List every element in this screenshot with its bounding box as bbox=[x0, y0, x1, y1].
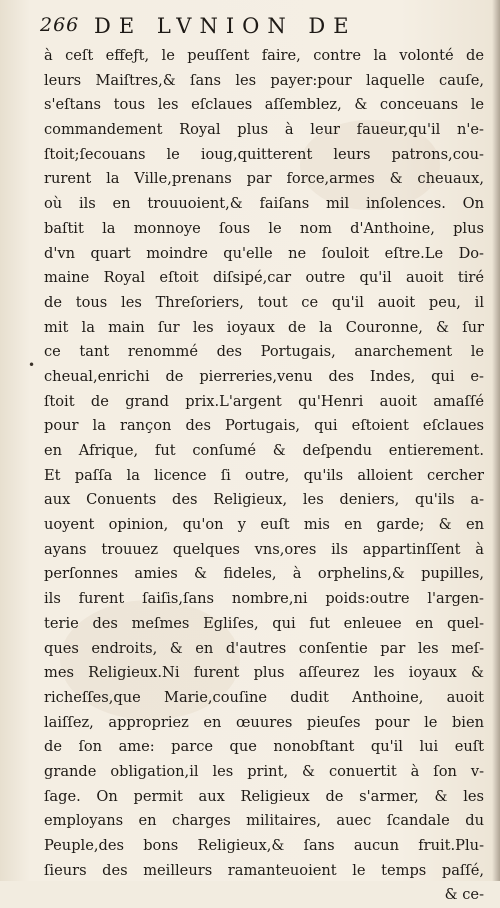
text-line: où ils en trouuoient,& faiſans mil inſolences. On bbox=[44, 195, 484, 213]
text-line: pour la rançon des Portugais, qui eſtoient eſclaues bbox=[44, 417, 484, 435]
text-line: grande obligation,il les print, & conuertit à ſon v- bbox=[44, 762, 484, 780]
text-line: de ſon ame: parce que nonobſtant qu'il lui euſt bbox=[44, 738, 484, 756]
text-line: ſage. On permit aux Religieux de s'armer, & les bbox=[44, 787, 484, 805]
text-line: mit la main ſur les ioyaux de la Couronne, & ſur bbox=[44, 318, 484, 336]
running-head: DE LVNION DE bbox=[94, 14, 357, 38]
margin-mark: • bbox=[28, 358, 36, 372]
text-line: employans en charges militaires, auec ſcandale du bbox=[44, 812, 484, 830]
text-line: mes Religieux.Ni furent plus aſſeurez les ioyaux & bbox=[44, 664, 484, 682]
text-line: ayans trouuez quelques vns,ores ils appartinſſent à bbox=[44, 540, 484, 558]
text-line: ce tant renommé des Portugais, anarchement le bbox=[44, 343, 484, 361]
text-line: Et paſſa la licence ſi outre, qu'ils alloient cercher bbox=[44, 466, 484, 484]
text-line: ils furent ſaiſis,ſans nombre,ni poids:outre l'argen- bbox=[44, 590, 484, 608]
page-edge-shadow bbox=[492, 0, 500, 881]
text-line: à ceſt effeƒt, le peuſſent faire, contre la volonté de bbox=[44, 47, 484, 64]
text-line: cheual,enrichi de pierreries,venu des Indes, qui e- bbox=[44, 367, 484, 385]
text-line: commandement Royal plus à leur faueur,qu'il n'e- bbox=[44, 121, 484, 139]
text-line: ſtoit de grand prix.L'argent qu'Henri auoit amaſſé bbox=[44, 392, 484, 410]
text-line: en Afrique, fut conſumé & deſpendu entierement. bbox=[44, 442, 484, 459]
text-line: aux Conuents des Religieux, les deniers, qu'ils a- bbox=[44, 491, 484, 509]
text-line: uoyent opinion, qu'on y euſt mis en garde; & en bbox=[44, 516, 484, 534]
text-line: terie des meſmes Egliſes, qui fut enleuee en quel- bbox=[44, 614, 484, 632]
text-line: maine Royal eſtoit diſsipé,car outre qu'il auoit tiré bbox=[44, 269, 484, 287]
text-line: s'eſtans tous les eſclaues aſſemblez, & conceuans le bbox=[44, 96, 484, 114]
text-line: leurs Maiſtres,& ſans les payer:pour laquelle cauſe, bbox=[44, 71, 484, 89]
body-text bbox=[44, 44, 484, 908]
text-line: baſtit la monnoye ſous le nom d'Anthoine, plus bbox=[44, 219, 484, 237]
text-line: de tous les Threſoriers, tout ce qu'il auoit peu, il bbox=[44, 293, 484, 311]
text-line: rurent la Ville,prenans par force,armes & cheuaux, bbox=[44, 170, 484, 188]
text-line: laiſſez, appropriez en œuures pieuſes pour le bien bbox=[44, 713, 484, 731]
page-number: 266 bbox=[40, 14, 80, 36]
catchword: & ce- bbox=[444, 886, 484, 904]
text-line: richeſſes,que Marie,couſine dudit Anthoine, auoit bbox=[44, 688, 484, 706]
text-line: ſtoit;ſecouans le ioug,quitterent leurs patrons,cou- bbox=[44, 145, 484, 163]
page-header bbox=[40, 14, 480, 38]
text-line: Peuple,des bons Religieux,& ſans aucun fruit.Plu- bbox=[44, 837, 484, 854]
text-line: perſonnes amies & fideles, à orphelins,& pupilles, bbox=[44, 565, 484, 583]
text-line: ſieurs des meilleurs ramanteuoient le temps paſſé, bbox=[44, 861, 484, 879]
text-line: d'vn quart moindre qu'elle ne ſouloit eſtre.Le Do- bbox=[44, 244, 484, 262]
text-line: ques endroits, & en d'autres conſentie par les meſ- bbox=[44, 639, 484, 657]
